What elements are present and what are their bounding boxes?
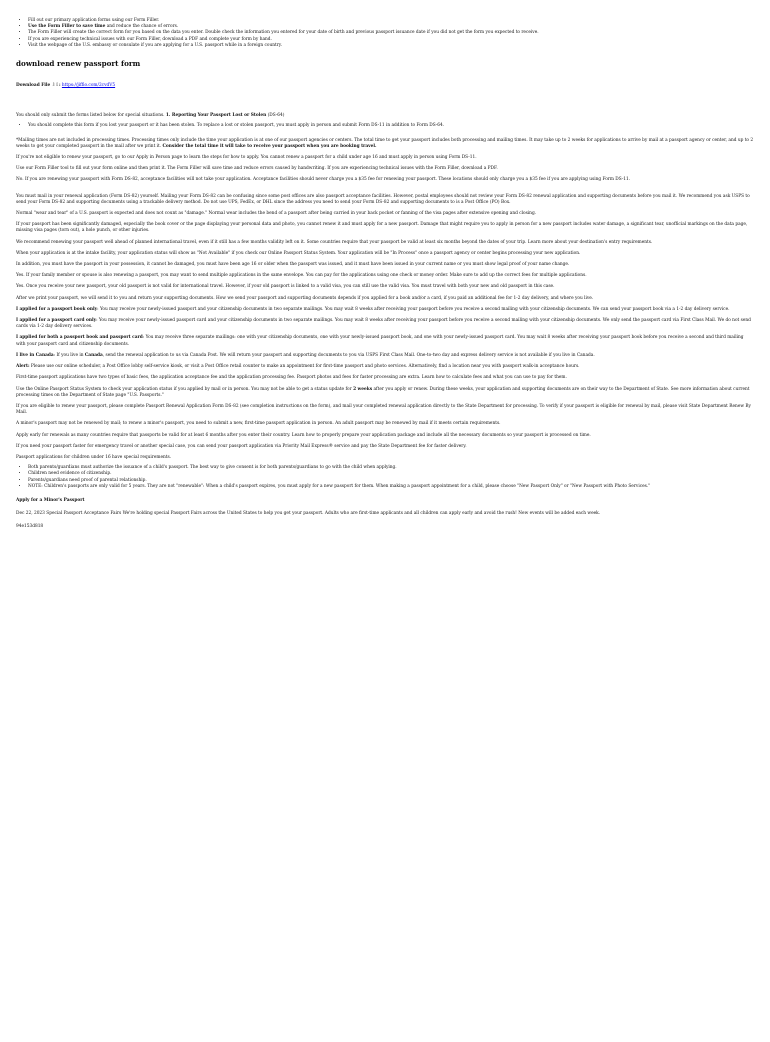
paragraph: Use our Form Filler tool to fill out your form online and then print it. The Form Filler will save time and reduce errors caused by handwriting. If you are experiencing technical issues with the Form Filler, download a PDF. (16, 166, 498, 172)
paragraph: If you are eligible to renew your passport, please complete Passport Renewal Application Form DS-82 (see completion instructions on the form), and mail your completed renewal application directly to the State Department for processing. To verify if your passport is eligible for renewal by mail, please visit State Department Renew By Mail. (16, 403, 751, 416)
paragraph: We recommend renewing your passport well ahead of planned international travel, even if it still has a few months validity left on it. Some countries require that your passport be valid at least six months beyond the dates of your trip. Learn more about your destination's entry requirements. (16, 239, 653, 245)
paragraph: If you need your passport faster for emergency travel or another special case, you can send your passport application via Priority Mail Express® service and pay the State Department fee for faster delivery. (16, 443, 467, 449)
paragraph: Apply early for renewals as many countries require that passports be valid for at least 6 months after you enter their country. Learn how to properly prepare your application package and include all the necessary documents so your passport is processed on time. (16, 432, 591, 438)
paragraph: First-time passport applications have two types of basic fees, the application acceptance fee and the application processing fee. Passport photos and fees for faster processing are extra. Learn how to calculate fees and what you can use to pay for them. (16, 375, 567, 381)
closing-paragraph: Dec 22, 2023 Special Passport Acceptance Fairs We're holding special Passport Fairs across the United States to help you get your passport. Adults who are first-time applicants and all children can apply early and avoid the rush! New events will be added each week. (16, 511, 601, 517)
intro-paragraph: You should only submit the forms listed below for special situations. 1. Reporting Your Passport Lost or Stolen (DS-64) (16, 113, 285, 119)
list-item: • Children need evidence of citizenship. (28, 471, 754, 477)
minor-bullet-list (16, 465, 754, 490)
list-item: • Use the Form Filler to save time and reduce the chance of errors. (28, 24, 754, 30)
minor-heading: Apply for a Minor's Passport (16, 497, 85, 503)
intro-bullet-list (16, 123, 754, 129)
paragraph: You must mail in your renewal application (Form DS-82) yourself. Mailing your Form DS-82 can be confusing since some post offices are also passport acceptance facilities. However, postal employees should not review your Form DS-82 renewal application and supporting documents before you mail it. We recommend you ask USPS to send your Form DS-82 and supporting documents using a trackable delivery method. Do not use UPS, FedEx, or DHL since the address you need to send your Form DS-82 and supporting documents to is a Post Office (PO) Box. (16, 193, 750, 205)
paragraph: *Mailing times are not included in processing times. Processing times only include the time your application is at one of our passport agencies or centers. The total time to get your passport includes both processing and mailing times. It may take up to 2 weeks for applications to arrive by mail at a passport agency or center, and up to 2 weeks to get your completed passport in the mail after we print it. Consider the total time it will take to receive your passport when you are booking travel. (16, 137, 754, 149)
paragraph: Yes. If your family member or spouse is also renewing a passport, you may want to send multiple applications in the same envelope. You can pay for the applications using one check or money order. Make sure to add up the correct fees for multiple applications. (16, 273, 587, 279)
download-label: Download File ⇩⇩: (16, 83, 61, 89)
applied-card-paragraph: I applied for a passport card only: You may receive your newly-issued passport card and your citizenship documents in two separate mailings. You may wait 8 weeks after receiving your passport before you receive a second mailing with your citizenship documents. We only send the passport card via First Class Mail. We do not send cards via 1-2 day delivery services. (16, 318, 751, 330)
list-item: • If you are experiencing technical issues with our Form Filler, download a PDF and complete your form by hand. (28, 37, 754, 43)
paragraph: If your passport has been significantly damaged, especially the book cover or the page displaying your personal data and photo, you cannot renew it and must apply for a new passport. Damage that might require you to apply in person for a new passport includes water damage, a significant tear, unofficial markings on the data page, missing visa pages (torn out), a hole punch, or other injuries. (16, 222, 748, 234)
applied-both-paragraph: I applied for both a passport book and passport card: You may receive three separate mailings: one with your citizenship documents, one with your newly-issued passport book, and one with your newly-issued passport card. You may wait 8 weeks after receiving your passport book before you receive a second and third mailing with your passport card and citizenship documents. (16, 335, 744, 347)
document-code: 94e153d818 (16, 524, 44, 530)
paragraph: If you're not eligible to renew your passport, go to our Apply in Person page to learn the steps for how to apply. You cannot renew a passport for a child under age 16 and must apply in person using Form DS-11. (16, 155, 477, 161)
list-item: • NOTE: Children's passports are only valid for 5 years. They are not "renewable": When a child's passport expires, you must apply for a new passport for them. When making a passport appointment for a child, please choose "New Passport Only" or "New Passport with Photo Services." (28, 484, 754, 490)
download-line (16, 83, 754, 89)
paragraph: When your application is at the intake facility, your application status will show as "Not Available" if you check our Online Passport Status System. Your application will be "In Process" once a passport agency or center begins processing your new application. (16, 250, 581, 256)
paragraph: In addition, you must have the passport in your possession, it cannot be damaged, you must have been age 16 or older when the passport was issued, and it must have been issued in your current name or you must show legal proof of your name change. (16, 262, 570, 268)
paragraph: No. If you are renewing your passport with Form DS-82, acceptance facilities will not take your application. Acceptance facilities should never charge you a $35 fee for renewing your passport. These locations should only charge you a $35 fee if you are applying using Form DS-11. (16, 177, 631, 183)
list-item: • The Form Filler will create the correct form for you based on the data you enter. Double check the information you entered for your date of birth and previous passport issuance date if you did not get the form you expected to receive. (28, 30, 754, 36)
canada-paragraph: I live in Canada: If you live in Canada, send the renewal application to us via Canada Post. We will return your passport and supporting documents to you via USPS First Class Mail. One-to-two day and express delivery service is not available if you live in Canada. (16, 352, 595, 358)
download-link[interactable]: https://jiffio.com/2cvdV5 (61, 83, 116, 89)
list-item: • Fill out our primary application forms using our Form Filler. (28, 18, 754, 24)
page-title: download renew passport form (16, 59, 141, 69)
paragraph: Normal "wear and tear" of a U.S. passport is expected and does not count as "damage." Normal wear includes the bend of a passport after being carried in your back pocket or fanning of the visa pages after extensive opening and closing. (16, 211, 537, 217)
paragraph: A minor's passport may not be renewed by mail; to renew a minor's passport, you need to submit a new, first-time passport application in person. An adult passport may be renewed by mail if it meets certain requirements. (16, 421, 501, 427)
paragraph: Use the Online Passport Status System to check your application status if you applied by mail or in person. You may not be able to get a status update for 2 weeks after you apply or renew. During these weeks, your application and supporting documents are on their way to the Department of State. See more information about current processing times on the Department of State page "U.S. Passports." (16, 386, 750, 398)
applied-book-paragraph: I applied for a passport book only: You may receive your newly-issued passport and your citizenship documents in two separate mailings. You may wait 8 weeks after receiving your passport before you receive a second mailing with your citizenship documents. We can send your passport book via a 1-2 day delivery service. (16, 306, 730, 312)
paragraph: Passport applications for children under 16 have special requirements. (16, 454, 172, 460)
alert-paragraph: Alert: Please use our online scheduler, a Post Office lobby self-service kiosk, or visit a Post Office retail counter to make an appointment for first-time passport and photo services. Alternatively, find a location near you with passport walk-in acceptance hours. (16, 364, 580, 370)
list-item: • You should complete this form if you lost your passport or it has been stolen. To replace a lost or stolen passport, you must apply in person and submit Form DS-11 in addition to Form DS-64. (28, 123, 754, 129)
top-bullet-list (16, 18, 754, 49)
paragraph: After we print your passport, we will send it to you and return your supporting documents. How we send your passport and supporting documents depends if you applied for a book and/or a card, if you paid an additional fee for 1-2 day delivery, and where you live. (16, 295, 594, 301)
list-item: • Visit the webpage of the U.S. embassy or consulate if you are applying for a U.S. passport while in a foreign country. (28, 43, 754, 49)
paragraph: Yes. Once you receive your new passport, your old passport is not valid for international travel. However, if your old passport is linked to a valid visa, you can still use the valid visa. You must travel with both your new and old passport in this case. (16, 284, 555, 290)
list-item: • Parents/guardians need proof of parental relationship. (28, 478, 754, 484)
list-item: • Both parents/guardians must authorize the issuance of a child's passport. The best way to give consent is for both parents/guardians to go with the child when applying. (28, 465, 754, 471)
